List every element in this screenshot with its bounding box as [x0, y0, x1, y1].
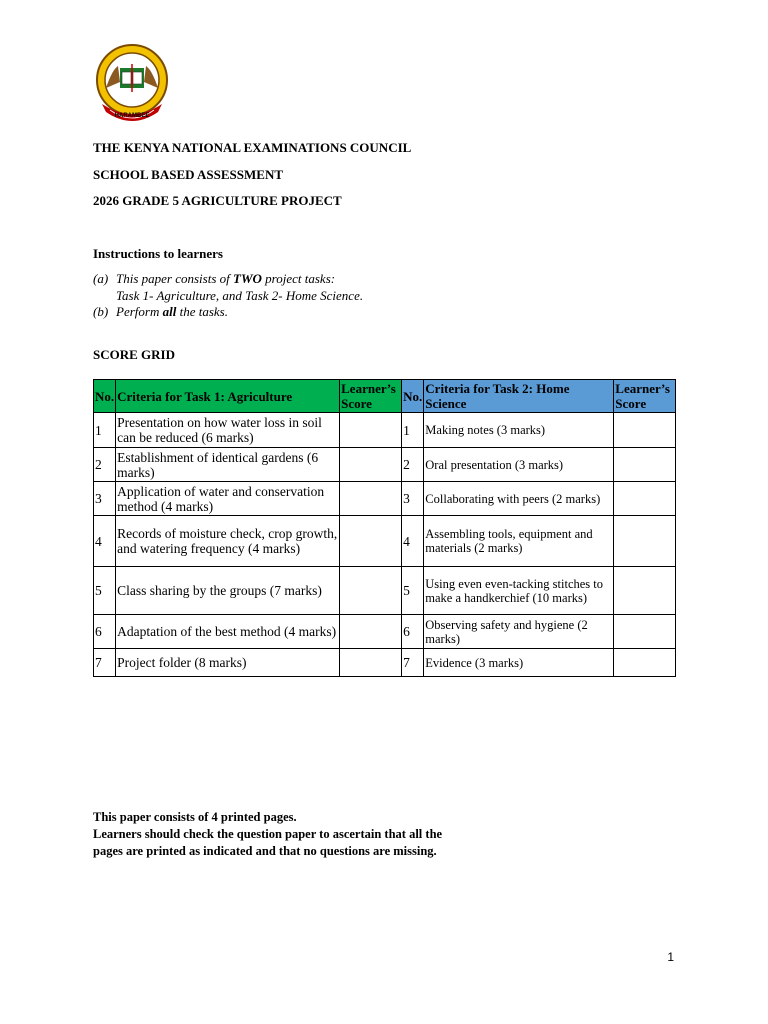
- table-row: [94, 649, 676, 677]
- instruction-b-text-post: the tasks.: [176, 304, 228, 319]
- instruction-b: [93, 304, 228, 320]
- task2-criterion: Making notes (3 marks): [424, 413, 614, 448]
- task1-number: 5: [94, 567, 116, 615]
- footer-check-line2: pages are printed as indicated and that no questions are missing.: [93, 844, 437, 858]
- header-criteria-task2: Criteria for Task 2: Home Science: [424, 380, 614, 413]
- footer-check-line1: Learners should check the question paper to ascertain that all the: [93, 827, 443, 841]
- instruction-a-emphasis: TWO: [233, 271, 262, 286]
- task2-criterion: Observing safety and hygiene (2 marks): [424, 615, 614, 649]
- task1-number: 4: [94, 516, 116, 567]
- task1-score-cell[interactable]: [340, 482, 402, 516]
- table-row: [94, 615, 676, 649]
- assessment-type: SCHOOL BASED ASSESSMENT: [93, 167, 284, 182]
- task2-number: 6: [402, 615, 424, 649]
- task2-score-cell[interactable]: [614, 482, 676, 516]
- instruction-a-text-pre: This paper consists of: [116, 271, 234, 286]
- instruction-b-emphasis: all: [162, 304, 177, 319]
- task2-criterion: Using even even-tacking stitches to make a handkerchief (10 marks): [424, 567, 614, 615]
- task1-score-cell[interactable]: [340, 567, 402, 615]
- task1-score-cell[interactable]: [340, 413, 402, 448]
- task2-criterion: Assembling tools, equipment and materials (2 marks): [424, 516, 614, 567]
- task2-number: 4: [402, 516, 424, 567]
- task2-score-cell[interactable]: [614, 516, 676, 567]
- task2-criterion: Evidence (3 marks): [424, 649, 614, 677]
- task2-score-cell[interactable]: [614, 448, 676, 482]
- task1-criterion: Establishment of identical gardens (6 marks): [116, 448, 340, 482]
- task2-number: 7: [402, 649, 424, 677]
- table-row: [94, 448, 676, 482]
- task1-criterion: Project folder (8 marks): [116, 649, 340, 677]
- task2-score-cell[interactable]: [614, 413, 676, 448]
- instructions-title: Instructions to learners: [93, 246, 223, 261]
- header-criteria-task1: Criteria for Task 1: Agriculture: [116, 380, 340, 413]
- task1-number: 7: [94, 649, 116, 677]
- task1-score-cell[interactable]: [340, 516, 402, 567]
- header-score-task1: Learner’s Score: [340, 380, 402, 413]
- task2-criterion: Collaborating with peers (2 marks): [424, 482, 614, 516]
- task2-number: 5: [402, 567, 424, 615]
- task2-score-cell[interactable]: [614, 615, 676, 649]
- task2-score-cell[interactable]: [614, 649, 676, 677]
- header-no-task1: No.: [94, 380, 116, 413]
- task1-number: 2: [94, 448, 116, 482]
- score-grid-table: [93, 379, 676, 677]
- table-row: [94, 516, 676, 567]
- footer-page-count: This paper consists of 4 printed pages.: [93, 810, 297, 824]
- task1-criterion: Presentation on how water loss in soil can be reduced (6 marks): [116, 413, 340, 448]
- task1-score-cell[interactable]: [340, 615, 402, 649]
- task2-number: 1: [402, 413, 424, 448]
- task2-number: 3: [402, 482, 424, 516]
- instruction-a-line2: Task 1- Agriculture, and Task 2- Home Science.: [116, 288, 364, 303]
- logo-motto: HARAMBEE: [114, 113, 150, 119]
- task1-number: 6: [94, 615, 116, 649]
- task1-score-cell[interactable]: [340, 448, 402, 482]
- instruction-b-label: (b): [93, 304, 109, 319]
- task1-criterion: Adaptation of the best method (4 marks): [116, 615, 340, 649]
- header-no-task2: No.: [402, 380, 424, 413]
- score-grid-header-row: [94, 380, 676, 413]
- instruction-a-text-post: project tasks:: [261, 271, 336, 286]
- document-title: 2026 GRADE 5 AGRICULTURE PROJECT: [93, 193, 342, 208]
- task1-criterion: Records of moisture check, crop growth, and watering frequency (4 marks): [116, 516, 340, 567]
- instruction-a-label: (a): [93, 271, 109, 286]
- table-row: [94, 413, 676, 448]
- task2-criterion: Oral presentation (3 marks): [424, 448, 614, 482]
- task2-number: 2: [402, 448, 424, 482]
- score-grid-title: SCORE GRID: [93, 347, 175, 362]
- council-name: THE KENYA NATIONAL EXAMINATIONS COUNCIL: [93, 140, 412, 155]
- task1-criterion: Application of water and conservation method (4 marks): [116, 482, 340, 516]
- task1-number: 3: [94, 482, 116, 516]
- task1-criterion: Class sharing by the groups (7 marks): [116, 567, 340, 615]
- task1-number: 1: [94, 413, 116, 448]
- table-row: [94, 567, 676, 615]
- footer-note: [93, 809, 442, 860]
- instruction-a: [93, 271, 335, 287]
- header-score-task2: Learner’s Score: [614, 380, 676, 413]
- instruction-b-text-pre: Perform: [116, 304, 163, 319]
- task1-score-cell[interactable]: [340, 649, 402, 677]
- task2-score-cell[interactable]: [614, 567, 676, 615]
- table-row: [94, 482, 676, 516]
- page-number: 1: [667, 950, 674, 964]
